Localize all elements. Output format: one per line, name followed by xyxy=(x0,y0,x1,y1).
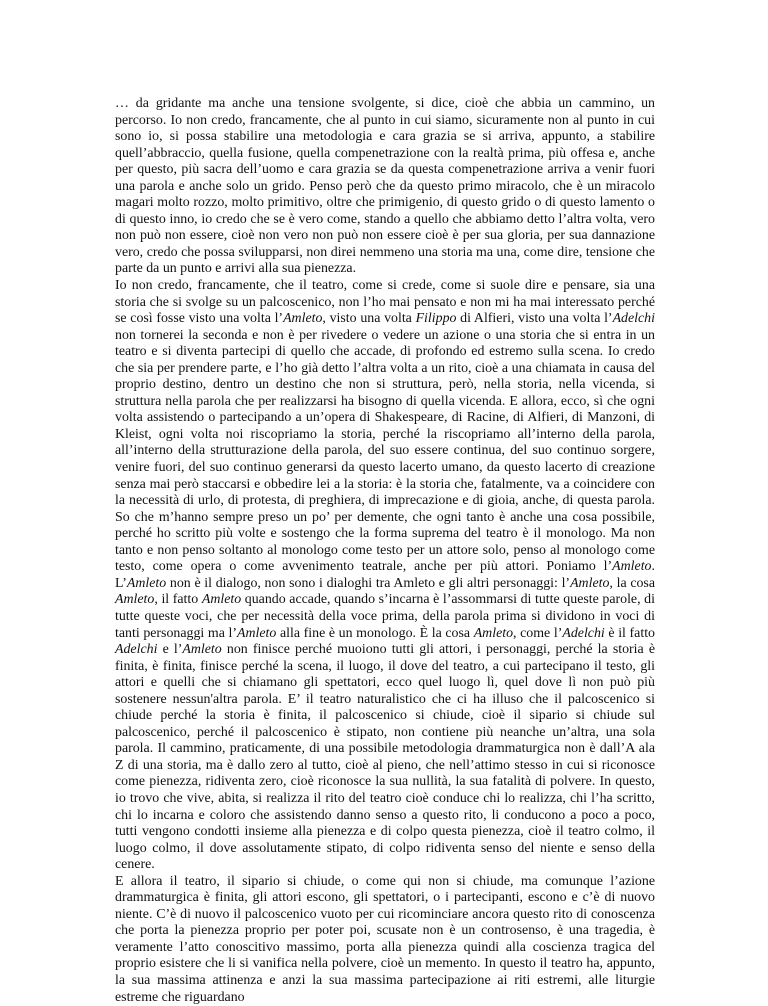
text-run: alla fine è un monologo. È la cosa xyxy=(276,625,474,641)
italic-title-run: Adelchi xyxy=(562,625,605,641)
text-run: non tornerei la seconda e non è per rivedere o vedere un azione o una storia che si entra in un teatro e si diventa partecipi di quello che accade, di profondo ed estremo sulla scena. Io credo che sia per prendere parte, e l’ho già detto l’altra volta a un rito, cioè a una chiamata in causa del proprio destino, dentro un destino che non si struttura, però, nella storia, nella vicenda, si struttura nella parola che per realizzarsi ha bisogno di quella vicenda. E allora, ecco, sì che ogni volta assistendo o partecipando a un’opera di Shakespeare, di Racine, di Alfieri, di Manzoni, di Kleist, ogni volta noi riscopriamo la storia, perché la riscopriamo all’interno della parola, all’interno della strutturazione della parola, del suo essere continua, del suo continuo sorgere, venire fuori, del suo continuo generarsi da questo lacerto umano, da questo lacerto di creazione senza mai però staccarsi e obbedire lei a la storia: è la storia che, fatalmente, va a coincidere con la necessità di urlo, di protesta, di preghiera, di imprecazione e di gioia, anche, di questa parola. So che m’hanno sempre preso un po’ per demente, che ogni tanto è anche una cosa possibile, perché ho scritto più volte e sostengo che la forma suprema del teatro è il monologo. Ma non tanto e non penso soltanto al monologo come testo per un attore solo, penso al monologo come testo, come opera o come avvenimento teatrale, anche per più attori. Poniamo l’ xyxy=(115,327,655,575)
paragraph-3 xyxy=(115,874,655,1006)
text-run: . L’ xyxy=(115,559,655,591)
text-run: , come l’ xyxy=(513,625,563,641)
italic-title-run: Amleto xyxy=(612,559,652,575)
body-text xyxy=(115,96,655,1006)
italic-title-run: Amleto xyxy=(236,625,277,641)
text-run: e l’ xyxy=(157,642,183,658)
italic-title-run: Amleto xyxy=(283,311,323,327)
italic-title-run: Amleto xyxy=(115,592,155,608)
italic-title-run: Amleto xyxy=(473,625,514,641)
text-run: è il fatto xyxy=(604,625,655,641)
italic-title-run: Amleto xyxy=(201,592,242,608)
text-run: Io non credo, francamente, che il teatro, come si crede, come si suole dire e pensare, sia una storia che si svolge su un palcoscenico, non l’ho mai pensato e non mi ha mai interessato perché se così fosse visto una volta l’ xyxy=(115,278,655,327)
paragraph-1 xyxy=(115,96,655,278)
paragraph-2 xyxy=(115,278,655,874)
text-run: , il fatto xyxy=(154,592,202,608)
italic-title-run: Adelchi xyxy=(612,311,655,327)
italic-title-run: Amleto xyxy=(182,642,222,658)
italic-title-run: Adelchi xyxy=(115,642,158,658)
text-run: … da gridante ma anche una tensione svolgente, si dice, cioè che abbia un cammino, un percorso. Io non credo, francamente, che al punto in cui siamo, sicuramente non al punto in cui sono io, si possa stabilire una metodologia e cara grazia se si arriva, appunto, a stabilire quell’abbraccio, quella fusione, quella compenetrazione con la realtà prima, più offesa e, anche per questo, più sacra dell’uomo e cara grazia se da questa compenetrazione arriva a venir fuori una parola e anche solo un grido. Penso però che da questo primo miracolo, che è un miracolo magari molto rozzo, molto primitivo, oltre che primigenio, di questo grido o di questo lamento o di questo inno, io credo che se è vero come, stando a quello che abbiamo detto l’altra volta, vero non può non essere, cioè non vero non può non essere cioè è per sua gloria, per sua dannazione vero, credo che possa svilupparsi, non direi nemmeno una storia ma una, come dire, tensione che parte da un punto e arrivi alla sua pienezza. xyxy=(115,96,655,277)
text-run: non è il dialogo, non sono i dialoghi tra Amleto e gli altri personaggi: l’ xyxy=(166,575,571,591)
italic-title-run: Filippo xyxy=(415,311,457,327)
text-run: E allora il teatro, il sipario si chiude, o come qui non si chiude, ma comunque l’azione drammaturgica è finita, gli attori escono, gli spettatori, o i partecipanti, escono e c’è di nuovo niente. C’è di nuovo il palcoscenico vuoto per cui ricominciare ancora questo rito di conoscenza che porta la pienezza proprio per poter poi, scusate non è un controsenso, è una tragedia, è veramente l’atto conoscitivo massimo, porta alla pienezza quindi alla coscienza tragica del proprio esistere che li si vanifica nella polvere, cioè un memento. In questo il teatro ha, appunto, la sua massima attinenza e anzi la sua massima partecipazione ai riti estremi, alle liturgie estreme che riguardano xyxy=(115,873,655,1005)
text-run: non finisce perché muoiono tutti gli attori, i personaggi, perché la storia è finita, è finita, finisce perché la scena, il luogo, il dove del teatro, a cui partecipano il testo, gli attori e quelli che si chiamano gli spettatori, ecco quel luogo lì, quel dove lì non può più sostenere nessun'altra parola. E’ il teatro naturalistico che ci ha illuso che il palcoscenico si chiude perché la storia è finita, il palcoscenico si chiude, cioè il sipario si chiude sul palcoscenico, perché il palcoscenico è stipato, non contiene più neanche un’altra, una sola parola. Il cammino, praticamente, di una possibile metodologia drammaturgica non è dall’A ala Z di una storia, ma è dallo zero al tutto, cioè al pieno, che nell’attimo stesso in cui si riconosce come pienezza, ridiventa zero, cioè riconosce la sua nullità, la sua fatalità di polvere. In questo, io trovo che vive, abita, si realizza il rito del teatro cioè conduce chi lo realizza, chi l’ha scritto, chi lo incarna e coloro che assistendo danno senso a questo rito, li conducono a poco a poco, tutti vengono condotti insieme alla pienezza e di colpo questa pienezza, cioè il teatro colmo, il luogo colmo, il dove assolutamente stipato, di colpo ridiventa senso del niente e senso della cenere. xyxy=(115,642,655,873)
text-run: quando accade, quando s’incarna è l’assommarsi di tutte queste parole, di tutte queste voci, che per necessità della voce prima, della parola prima si dividono in voci di tanti personaggi ma l’ xyxy=(115,592,655,641)
text-run: , visto una volta xyxy=(322,311,416,327)
italic-title-run: Amleto xyxy=(570,575,610,591)
text-run: , la cosa xyxy=(609,575,656,591)
italic-title-run: Amleto xyxy=(126,575,167,591)
text-run: di Alfieri, visto una volta l’ xyxy=(456,311,613,327)
